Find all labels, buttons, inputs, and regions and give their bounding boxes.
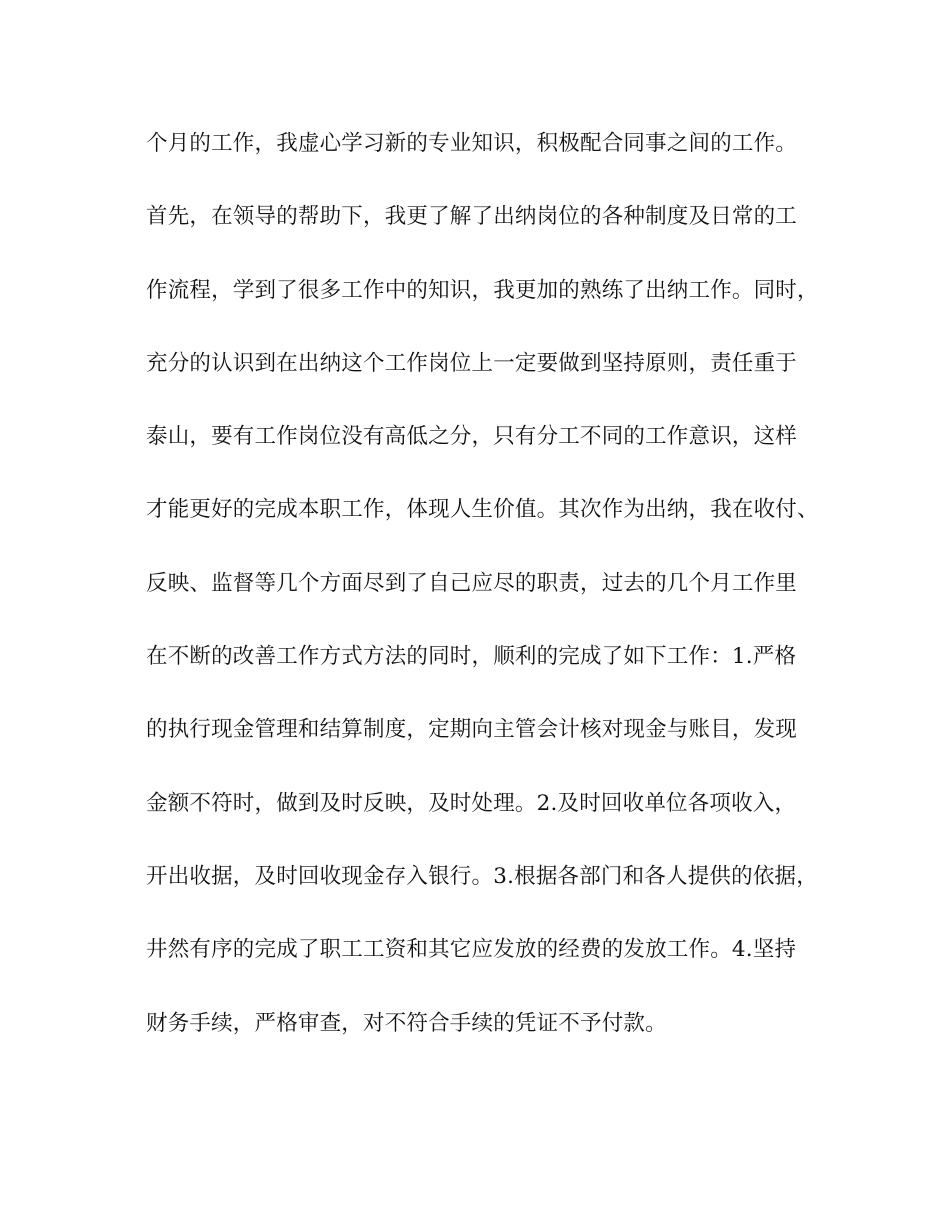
text-line: 个月的工作，我虚心学习新的专业知识，积极配合同事之间的工作。: [146, 131, 798, 156]
text-line: 财务手续，严格审查，对不符合手续的凭证不予付款。: [146, 1010, 667, 1036]
text-line: 才能更好的完成本职工作，体现人生价值。其次作为出纳，我在收付、: [146, 497, 819, 523]
text-line: 泰山，要有工作岗位没有高低之分，只有分工不同的工作意识，这样: [146, 424, 798, 450]
text-line: 开出收据，及时回收现金存入银行。3.根据各部门和各人提供的依据，: [146, 863, 818, 889]
text-line: 反映、监督等几个方面尽到了自己应尽的职责，过去的几个月工作里: [146, 570, 798, 596]
text-line: 首先，在领导的帮助下，我更了解了出纳岗位的各种制度及日常的工: [146, 204, 798, 230]
text-line: 金额不符时，做到及时反映，及时处理。2.及时回收单位各项收入，: [146, 790, 797, 816]
body-paragraph: [146, 126, 826, 1079]
text-line: 作流程，学到了很多工作中的知识，我更加的熟练了出纳工作。同时，: [146, 277, 819, 303]
text-line: 充分的认识到在出纳这个工作岗位上一定要做到坚持原则，责任重于: [146, 350, 798, 376]
text-line: 的执行现金管理和结算制度，定期向主管会计核对现金与账目，发现: [146, 717, 798, 743]
text-line: 井然有序的完成了职工工资和其它应发放的经费的发放工作。4.坚持: [146, 937, 797, 963]
text-line: 在不断的改善工作方式方法的同时，顺利的完成了如下工作：1.严格: [146, 644, 797, 670]
